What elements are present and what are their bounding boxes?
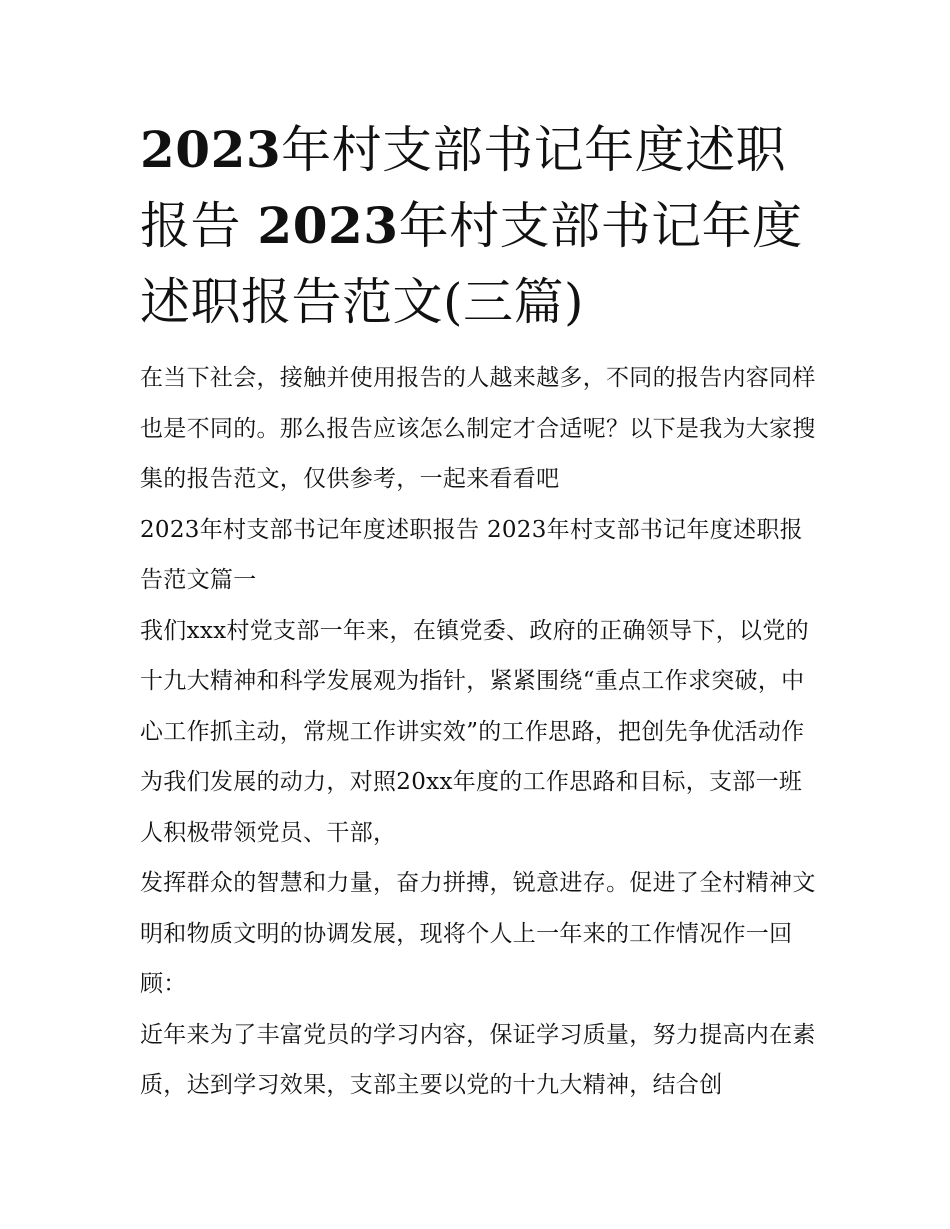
section-heading: 2023年村支部书记年度述职报告 2023年村支部书记年度述职报告范文篇一 (140, 516, 803, 593)
document-body (140, 353, 820, 1111)
title-year-2: 2023 (257, 196, 399, 255)
body-paragraph: 我们xxx村党支部一年来，在镇党委、政府的正确领导下，以党的十九大精神和科学发展观为指针，紧紧围绕“重点工作求突破，中心工作抓主动，常规工作讲实效”的工作思路，把创先争优活动作为我们发展的动力，对照20xx年度的工作思路和目标，支部一班人积极带领党员、干部， (140, 617, 809, 846)
title-text-1: 年村支部书记年度述职报告 (140, 121, 787, 255)
body-paragraph: 发挥群众的智慧和力量，奋力拼搏，锐意进存。促进了全村精神文明和物质文明的协调发展，现将个人上一年来的工作情况作一回顾： (140, 870, 816, 997)
title-year-1: 2023 (140, 120, 282, 179)
document-title (140, 112, 820, 340)
intro-paragraph: 在当下社会，接触并使用报告的人越来越多，不同的报告内容同样也是不同的。那么报告应该怎么制定才合适呢？以下是我为大家搜集的报告范文，仅供参考，一起来看看吧 (140, 365, 816, 492)
title-text-2: 年村支部书记年度述职报告范文(三篇) (140, 197, 803, 331)
body-paragraph: 近年来为了丰富党员的学习内容，保证学习质量，努力提高内在素质，达到学习效果，支部主要以党的十九大精神，结合创 (140, 1021, 816, 1098)
